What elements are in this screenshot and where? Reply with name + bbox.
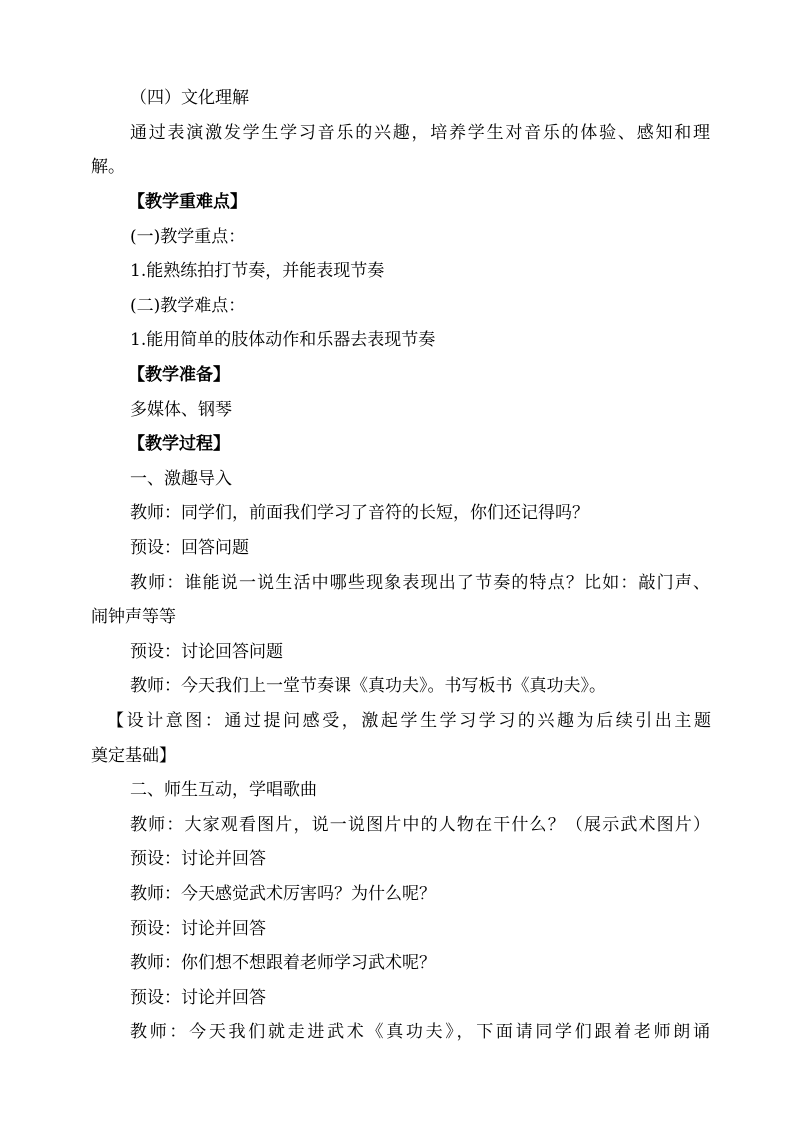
paragraph-line: 教师：谁能说一说生活中哪些现象表现出了节奏的特点？比如：敲门声、 — [130, 573, 710, 593]
sub-heading: (二)教学难点： — [130, 296, 246, 316]
paragraph-line: 通过表演激发学生学习音乐的兴趣，培养学生对音乐的体验、感知和理 — [130, 123, 710, 143]
sub-heading: 一、激趣导入 — [130, 469, 232, 489]
section-title-preparation: 【教学准备】 — [128, 365, 230, 385]
design-intent-line: 奠定基础】 — [91, 746, 176, 766]
list-item: 1.能用简单的肢体动作和乐器去表现节奏 — [130, 330, 436, 350]
section-title-key-points: 【教学重难点】 — [128, 192, 247, 212]
paragraph-line: 闹钟声等等 — [91, 607, 176, 627]
paragraph-line: 预设：讨论并回答 — [130, 988, 266, 1008]
list-item: 1.能熟练拍打节奏，并能表现节奏 — [130, 261, 385, 281]
paragraph-line: 解。 — [91, 157, 125, 177]
sub-heading: 二、师生互动，学唱歌曲 — [130, 780, 317, 800]
paragraph-line: 教师：大家观看图片，说一说图片中的人物在干什么？（展示武术图片） — [130, 815, 710, 835]
paragraph-line: 教师：今天我们上一堂节奏课《真功夫》。书写板书《真功夫》。 — [130, 676, 606, 696]
paragraph-line: 教师：同学们，前面我们学习了音符的长短，你们还记得吗？ — [130, 503, 589, 523]
paragraph-line: 教师：今天感觉武术厉害吗？为什么呢？ — [130, 884, 436, 904]
design-intent-line: 【设计意图：通过提问感受，激起学生学习学习的兴趣为后续引出主题 — [107, 711, 711, 731]
section-heading-culture: （四）文化理解 — [130, 88, 249, 108]
sub-heading: (一)教学重点： — [130, 227, 246, 247]
paragraph-line: 教师：今天我们就走进武术《真功夫》，下面请同学们跟着老师朗诵 — [130, 1022, 710, 1042]
paragraph-line: 预设：讨论回答问题 — [130, 642, 283, 662]
paragraph-line: 预设：讨论并回答 — [130, 849, 266, 869]
paragraph-line: 预设：讨论并回答 — [130, 919, 266, 939]
paragraph-line: 教师：你们想不想跟着老师学习武术呢？ — [130, 953, 436, 973]
section-title-process: 【教学过程】 — [128, 434, 230, 454]
paragraph-line: 多媒体、钢琴 — [130, 400, 232, 420]
paragraph-line: 预设：回答问题 — [130, 538, 249, 558]
